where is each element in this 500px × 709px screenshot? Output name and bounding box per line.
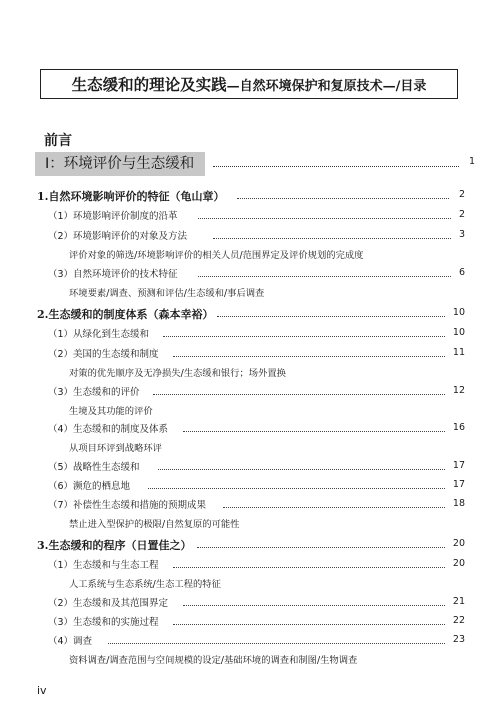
title-subtitle: —自然环境保护和复原技术—/目录 bbox=[226, 78, 427, 94]
toc-section bbox=[48, 326, 465, 342]
toc-section bbox=[48, 478, 465, 494]
toc-section bbox=[48, 614, 465, 630]
section-page-number: 12 bbox=[452, 385, 465, 396]
section-title: （1）生态缓和与生态工程 bbox=[48, 557, 162, 571]
dot-leader bbox=[148, 488, 445, 489]
toc-section bbox=[48, 266, 465, 282]
title-main: 生态缓和的理论及实践 bbox=[71, 75, 227, 94]
section-page-number: 11 bbox=[452, 347, 465, 358]
chapter-title: 2.生态缓和的制度体系（森本幸裕） bbox=[37, 306, 216, 322]
toc-section bbox=[48, 595, 465, 611]
section-description: 从项目环评到战略环评 bbox=[69, 443, 162, 454]
toc-section bbox=[48, 346, 465, 362]
chapter-page-number: 20 bbox=[452, 538, 465, 549]
dot-leader bbox=[213, 238, 451, 239]
section-title: （2）环境影响评价的对象及方法 bbox=[48, 228, 190, 242]
section-title: （7）补偿性生态缓和措施的预期成果 bbox=[48, 497, 209, 511]
dot-leader bbox=[158, 469, 445, 470]
chapter-title: 1.自然环境影响评价的特征（龟山章） bbox=[37, 188, 227, 204]
part-label: Ⅰ：环境评价与生态缓和 bbox=[35, 152, 205, 176]
dot-leader bbox=[213, 166, 459, 167]
section-page-number: 17 bbox=[452, 460, 465, 471]
toc-section bbox=[48, 228, 465, 244]
document-title bbox=[40, 69, 458, 99]
page-number: iv bbox=[37, 684, 47, 697]
dot-leader bbox=[197, 547, 445, 548]
dot-leader bbox=[183, 605, 445, 606]
section-page-number: 6 bbox=[458, 267, 465, 278]
section-page-number: 3 bbox=[458, 229, 465, 240]
section-description: 禁止进入型保护的极限/自然复原的可能性 bbox=[69, 519, 240, 530]
section-description: 生境及其功能的评价 bbox=[69, 406, 153, 417]
dot-leader bbox=[163, 336, 445, 337]
toc-section bbox=[48, 208, 465, 224]
section-title: （3）生态缓和的评价 bbox=[48, 384, 143, 398]
section-description: 人工系统与生态系统/生态工程的特征 bbox=[69, 579, 221, 590]
section-title: （2）美国的生态缓和制度 bbox=[48, 346, 162, 360]
part-page-number: 1 bbox=[468, 156, 475, 167]
toc-chapter bbox=[37, 306, 465, 322]
toc-section bbox=[48, 557, 465, 573]
section-page-number: 22 bbox=[452, 615, 465, 626]
dot-leader bbox=[223, 507, 445, 508]
section-page-number: 18 bbox=[452, 498, 465, 509]
dot-leader bbox=[153, 394, 445, 395]
section-description: 资料调查/调查范围与空间规模的设定/基础环境的调查和制图/生物调查 bbox=[69, 655, 358, 666]
section-title: （6）濒危的栖息地 bbox=[48, 478, 133, 492]
dot-leader bbox=[183, 431, 445, 432]
section-title: （5）战略性生态缓和 bbox=[48, 459, 143, 473]
section-title: （3）自然环境评价的技术特征 bbox=[48, 266, 181, 280]
section-page-number: 2 bbox=[458, 209, 465, 220]
part-heading bbox=[35, 152, 475, 176]
section-description: 环境要素/调查、预测和评估/生态缓和/事后调查 bbox=[69, 288, 265, 299]
section-page-number: 16 bbox=[452, 422, 465, 433]
preface-heading: 前言 bbox=[44, 133, 72, 149]
dot-leader bbox=[173, 624, 445, 625]
dot-leader bbox=[198, 218, 451, 219]
chapter-page-number: 2 bbox=[458, 189, 465, 200]
toc-chapter bbox=[37, 537, 465, 553]
section-description: 对策的优先顺序及无净损失/生态缓和银行；场外置换 bbox=[69, 368, 286, 379]
dot-leader bbox=[217, 316, 445, 317]
dot-leader bbox=[237, 198, 449, 199]
section-title: （4）生态缓和的制度及体系 bbox=[48, 421, 171, 435]
section-page-number: 23 bbox=[452, 634, 465, 645]
dot-leader bbox=[108, 643, 445, 644]
section-title: （3）生态缓和的实施过程 bbox=[48, 614, 162, 628]
dot-leader bbox=[198, 276, 451, 277]
toc-section bbox=[48, 459, 465, 475]
toc-chapter bbox=[37, 188, 465, 204]
section-page-number: 21 bbox=[452, 596, 465, 607]
section-title: （1）环境影响评价制度的沿革 bbox=[48, 208, 181, 222]
section-title: （4）调查 bbox=[48, 633, 95, 647]
toc-section bbox=[48, 421, 465, 437]
section-title: （2）生态缓和及其范围界定 bbox=[48, 595, 171, 609]
section-title: （1）从绿化到生态缓和 bbox=[48, 326, 152, 340]
dot-leader bbox=[173, 356, 445, 357]
section-page-number: 20 bbox=[452, 558, 465, 569]
toc-section bbox=[48, 497, 465, 513]
section-description: 评价对象的筛选/环境影响评价的相关人员/范围界定及评价规划的完成度 bbox=[69, 250, 364, 261]
toc-section bbox=[48, 633, 465, 649]
dot-leader bbox=[173, 567, 445, 568]
chapter-title: 3.生态缓和的程序（日置佳之） bbox=[37, 537, 194, 553]
section-page-number: 17 bbox=[452, 479, 465, 490]
section-page-number: 10 bbox=[452, 327, 465, 338]
toc-section bbox=[48, 384, 465, 400]
chapter-page-number: 10 bbox=[452, 307, 465, 318]
